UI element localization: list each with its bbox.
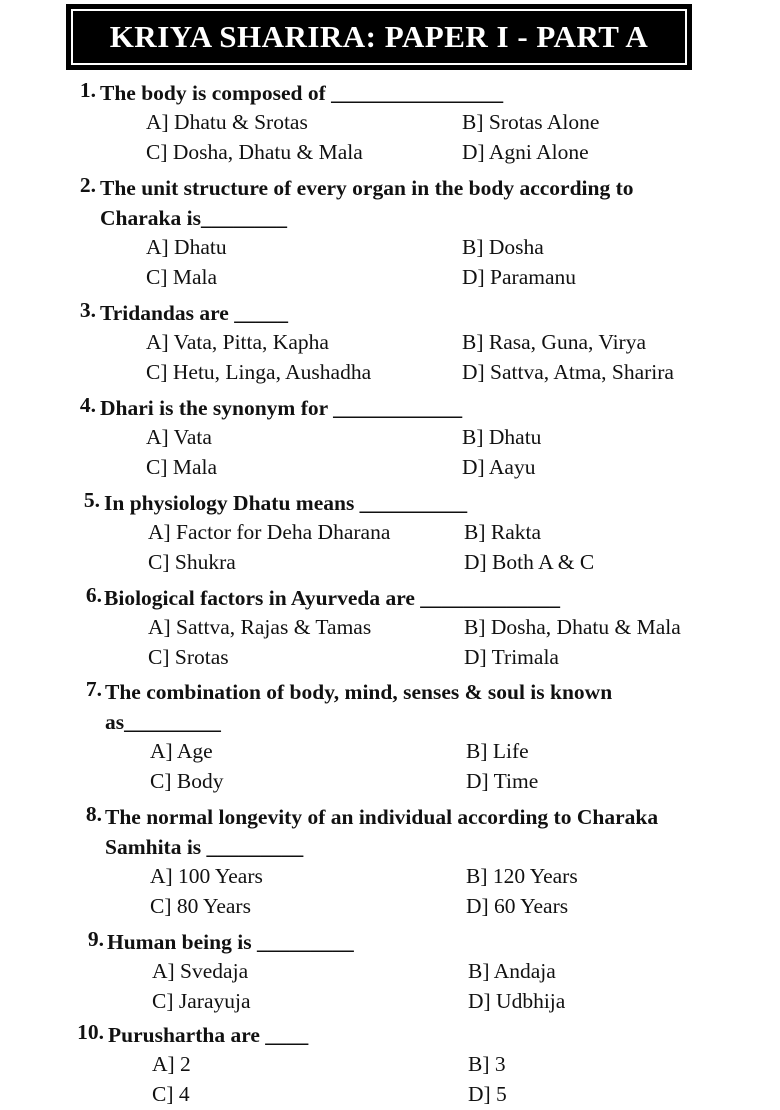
option-a: A] Vata bbox=[146, 425, 212, 449]
answer-options bbox=[152, 957, 780, 1016]
option-b: B] Life bbox=[466, 739, 529, 763]
question-9 bbox=[0, 927, 780, 1020]
option-a: A] Age bbox=[150, 739, 213, 763]
answer-options bbox=[150, 737, 780, 796]
option-b: B] Dosha bbox=[462, 235, 544, 259]
option-c: C] Jarayuja bbox=[152, 988, 251, 1013]
question-8 bbox=[0, 802, 780, 927]
question-number: 10. bbox=[77, 1020, 104, 1044]
option-b: B] 3 bbox=[468, 1052, 506, 1076]
option-d: D] Trimala bbox=[464, 644, 559, 669]
question-5 bbox=[0, 488, 780, 583]
option-d: D] 5 bbox=[468, 1081, 507, 1106]
question-text: The normal longevity of an individual according to Charaka Samhita is _________ bbox=[105, 805, 659, 859]
question-text: The unit structure of every organ in the body according to Charaka is________ bbox=[100, 176, 634, 230]
option-c: C] Mala bbox=[146, 454, 218, 479]
answer-options bbox=[152, 1050, 780, 1109]
option-a: A] Sattva, Rajas & Tamas bbox=[148, 615, 372, 639]
option-b: B] Rakta bbox=[464, 520, 542, 544]
question-text: The body is composed of ________________ bbox=[100, 81, 504, 105]
answer-options bbox=[146, 108, 780, 167]
question-number: 3. bbox=[79, 298, 96, 322]
question-text: Human being is _________ bbox=[107, 930, 354, 954]
answer-options bbox=[146, 328, 780, 387]
option-a: A] Vata, Pitta, Kapha bbox=[146, 330, 329, 354]
option-d: D] Time bbox=[466, 768, 539, 793]
question-number: 6. bbox=[85, 583, 102, 607]
question-number: 9. bbox=[87, 927, 104, 951]
option-b: B] Dosha, Dhatu & Mala bbox=[464, 615, 681, 639]
answer-options bbox=[148, 518, 780, 577]
question-4 bbox=[0, 393, 780, 488]
question-number: 4. bbox=[79, 393, 96, 417]
answer-options bbox=[146, 233, 780, 292]
option-a: A] Dhatu bbox=[146, 235, 227, 259]
question-1 bbox=[0, 78, 780, 173]
question-3 bbox=[0, 298, 780, 393]
option-d: D] Sattva, Atma, Sharira bbox=[462, 359, 674, 384]
option-b: B] Rasa, Guna, Virya bbox=[462, 330, 647, 354]
option-d: D] Paramanu bbox=[462, 264, 577, 289]
title-banner bbox=[66, 4, 692, 70]
option-c: C] Srotas bbox=[148, 644, 229, 669]
option-c: C] Mala bbox=[146, 264, 218, 289]
question-2 bbox=[0, 173, 780, 298]
question-number: 5. bbox=[83, 488, 100, 512]
question-text: Dhari is the synonym for ____________ bbox=[100, 396, 463, 420]
question-text: Purushartha are ____ bbox=[108, 1023, 309, 1047]
question-text: Biological factors in Ayurveda are _____________ bbox=[104, 586, 561, 610]
question-number: 7. bbox=[85, 677, 102, 701]
option-c: C] Body bbox=[150, 768, 224, 793]
answer-options bbox=[146, 423, 780, 482]
question-text: In physiology Dhatu means __________ bbox=[104, 491, 468, 515]
question-10 bbox=[0, 1020, 780, 1110]
answer-options bbox=[150, 862, 780, 921]
option-d: D] 60 Years bbox=[466, 893, 569, 918]
option-b: B] 120 Years bbox=[466, 864, 578, 888]
option-d: D] Udbhija bbox=[468, 988, 566, 1013]
option-d: D] Agni Alone bbox=[462, 139, 589, 164]
title-banner-frame bbox=[71, 9, 687, 65]
question-number: 2. bbox=[79, 173, 96, 197]
option-a: A] Factor for Deha Dharana bbox=[148, 520, 391, 544]
question-number: 1. bbox=[79, 78, 96, 102]
question-7 bbox=[0, 677, 780, 802]
option-d: D] Both A & C bbox=[464, 549, 595, 574]
option-d: D] Aayu bbox=[462, 454, 536, 479]
option-a: A] Dhatu & Srotas bbox=[146, 110, 308, 134]
option-c: C] Shukra bbox=[148, 549, 236, 574]
question-text: Tridandas are _____ bbox=[100, 301, 288, 325]
question-text: The combination of body, mind, senses & soul is known as_________ bbox=[105, 680, 613, 734]
option-a: A] 100 Years bbox=[150, 864, 263, 888]
question-6 bbox=[0, 583, 780, 677]
option-a: A] Svedaja bbox=[152, 959, 249, 983]
option-b: B] Srotas Alone bbox=[462, 110, 600, 134]
answer-options bbox=[148, 613, 780, 672]
option-c: C] Hetu, Linga, Aushadha bbox=[146, 359, 372, 384]
option-b: B] Andaja bbox=[468, 959, 556, 983]
option-c: C] 80 Years bbox=[150, 893, 251, 918]
question-number: 8. bbox=[85, 802, 102, 826]
option-c: C] Dosha, Dhatu & Mala bbox=[146, 139, 363, 164]
option-b: B] Dhatu bbox=[462, 425, 542, 449]
question-list bbox=[0, 78, 780, 1110]
option-a: A] 2 bbox=[152, 1052, 191, 1076]
option-c: C] 4 bbox=[152, 1081, 190, 1106]
page-title: KRIYA SHARIRA: PAPER I - PART A bbox=[109, 19, 649, 54]
